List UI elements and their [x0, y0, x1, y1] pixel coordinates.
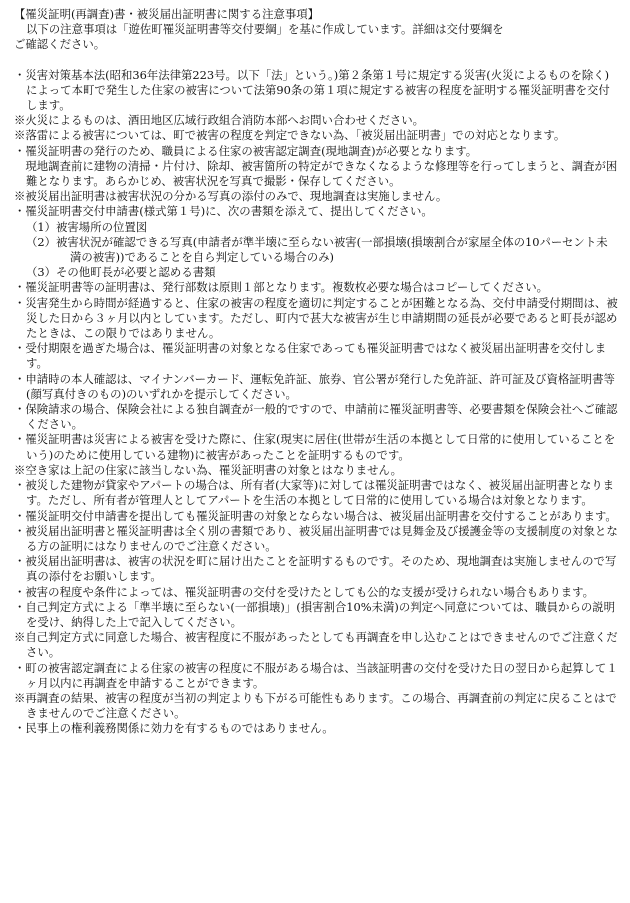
- notice-item: ・自己判定方式による「準半壊に至らない(一部損壊)」(損害割合10%未満)の判定へ同意については、職員からの説明を受け、納得した上で記入してください。: [14, 599, 616, 629]
- notice-item: ・被災した建物が貸家やアパートの場合は、所有者(大家等)に対しては罹災証明書ではなく、被災届出証明書となります。ただし、所有者が管理人としてアパートを生活の本拠として日常的に使用している場合は対象となります。: [14, 478, 615, 508]
- section-spacer: [14, 53, 618, 68]
- notice-item: ・町の被害認定調査による住家の被害の程度に不服がある場合は、当該証明書の交付を受けた日の翌日から起算して１ヶ月以内に再調査を申請することができます。: [14, 660, 618, 690]
- notice-item: ・被災届出証明書は、被害の状況を町に届け出たことを証明するものです。そのため、現地調査は実施しませんので写真の添付をお願いします。: [14, 554, 617, 584]
- document-list-item: （2）被害状況が確認できる写真(申請者が準半壊に至らない被害(一部損壊(損壊割合が家屋全体の10パーセント未満の被害))であることを自ら判定している場合のみ): [26, 234, 608, 265]
- note-item: ※空き家は上記の住家に該当しない為、罹災証明書の対象とはなりません。: [14, 462, 402, 477]
- intro-line-1: 以下の注意事項は「遊佐町罹災証明書等交付要綱」を基に作成しています。詳細は交付要綱を: [26, 22, 504, 37]
- notice-item: ・災害発生から時間が経過すると、住家の被害の程度を適切に判定することが困難となる為、交付申請受付期間は、被災した日から３ヶ月以内としています。ただし、町内で甚大な被害が生じ申請期間の延長が必要であると町長が認めたときは、この限りではありません。: [14, 295, 618, 341]
- notice-item: ・罹災証明書は災害による被害を受けた際に、住家(現実に居住(世帯が生活の本拠として日常的に使用していることをいう)のために使用している建物)に被害があったことを証明するものです。: [14, 432, 616, 462]
- notice-item: ・保険請求の場合、保険会社による独自調査が一般的ですので、申請前に罹災証明書等、必要書類を保険会社へご確認ください。: [14, 402, 618, 432]
- notice-item: ・被災届出証明書と罹災証明書は全く別の書類であり、被災届出証明書では見舞金及び援護金等の支援制度の対象となる方の証明にはなりませんのでご注意ください。: [14, 523, 618, 553]
- notice-item: ・受付期限を過ぎた場合は、罹災証明書の対象となる住家であっても罹災証明書ではなく被災届出証明書を交付します。: [14, 341, 607, 371]
- notice-item: ・民事上の権利義務関係に効力を有するものではありません。: [14, 721, 334, 736]
- note-item: ※火災によるものは、酒田地区広域行政組合消防本部へお問い合わせください。: [14, 113, 425, 128]
- note-item: ※落雷による被害については、町で被害の程度を判定できない為、「被災届出証明書」での対応となります。: [14, 128, 566, 143]
- note-item: ※再調査の結果、被害の程度が当初の判定よりも下がる可能性もあります。この場合、再調査前の判定に戻ることはできませんのでご注意ください。: [14, 690, 617, 721]
- intro-line-2: ご確認ください。: [14, 37, 106, 52]
- notice-item: ・被害の程度や条件によっては、罹災証明書の交付を受けたとしても公的な支援が受けられない場合もあります。: [14, 584, 595, 599]
- notice-item: ・罹災証明書の発行のため、職員による住家の被害認定調査(現地調査)が必要となります。: [14, 143, 478, 158]
- note-item: ※被災届出証明書は被害状況の分かる写真の添付のみで、現地調査は実施しません。: [14, 189, 448, 204]
- notice-item: ・災害対策基本法(昭和36年法律第223号。以下「法」という。)第２条第１号に規定する災害(火災によるものを除く)によって本町で発生した住家の被害について法第90条の第１項に規定する被害の程度を証明する罹災証明書を交付します。: [14, 67, 610, 113]
- notice-item: ・罹災証明交付申請書を提出しても罹災証明書の対象とならない場合は、被災届出証明書を交付することがあります。: [14, 508, 617, 523]
- notice-list: [14, 68, 618, 737]
- note-item: ※自己判定方式に同意した場合、被害程度に不服があったとしても再調査を申し込むことはできませんのでご注意ください。: [14, 630, 618, 660]
- notice-item: ・申請時の本人確認は、マイナンバーカード、運転免許証、旅券、官公署が発行した免許証、許可証及び資格証明書等(顔写真付きのもの)のいずれかを提示してください。: [14, 371, 615, 401]
- notice-item: ・罹災証明書等の証明書は、発行部数は原則１部となります。複数枚必要な場合はコピーしてください。: [14, 280, 548, 295]
- notice-document: [14, 7, 618, 737]
- notice-item: ・罹災証明書交付申請書(様式第１号)に、次の書類を添えて、提出してください。: [14, 204, 433, 219]
- document-heading: 【罹災証明(再調査)書・被災届出証明書に関する注意事項】: [14, 7, 320, 21]
- document-list-item: （1）被害場所の位置図: [26, 219, 148, 234]
- notice-item: 現地調査前に建物の清掃・片付け、除却、被害箇所の特定ができなくなるような修理等を行ってしまうと、調査が困難となります。あらかじめ、被害状況を写真で撮影・保存してください。: [14, 158, 618, 189]
- document-list-item: （3）その他町長が必要と認める書類: [26, 265, 216, 280]
